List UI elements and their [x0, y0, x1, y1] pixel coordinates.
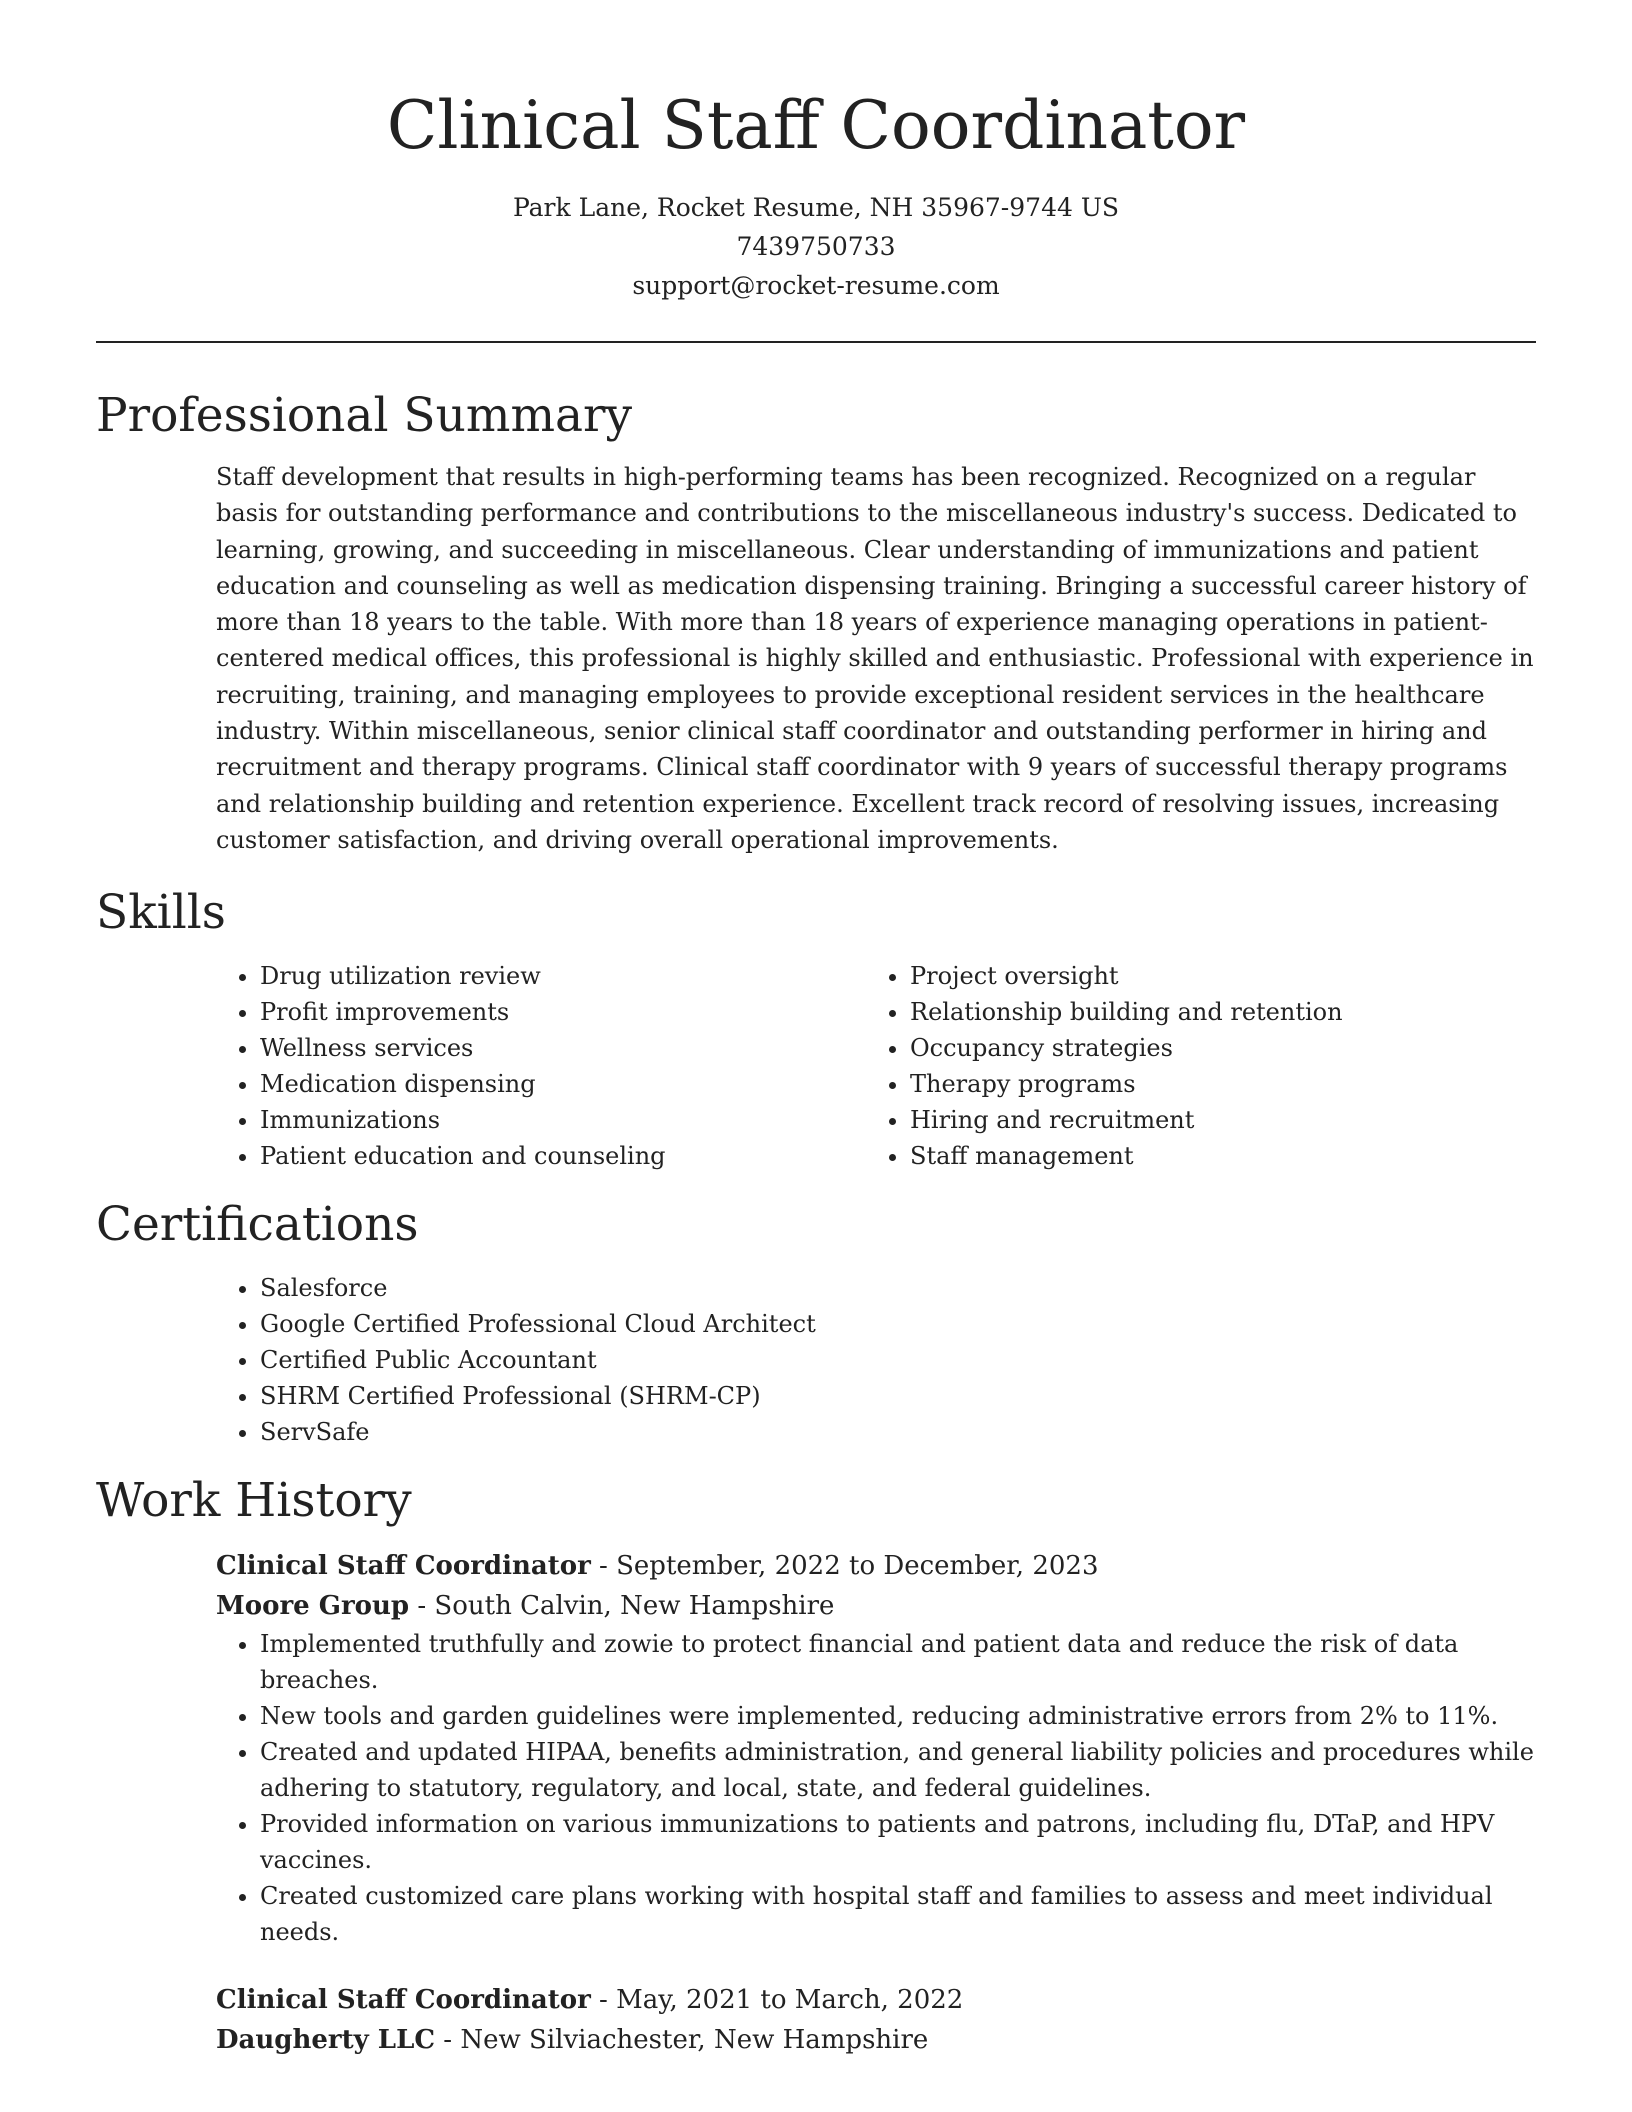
- job-bullets: [216, 1626, 1536, 1950]
- job-dates: - May, 2021 to March, 2022: [590, 1985, 964, 2016]
- job-bullet: • New tools and garden guidelines were implemented, reducing administrative errors from 2% to 11%.: [260, 1698, 1536, 1734]
- skill-item: • Relationship building and retention: [910, 994, 1516, 1030]
- skill-item: • Profit improvements: [260, 994, 866, 1030]
- skill-item: • Occupancy strategies: [910, 1030, 1516, 1066]
- job-bullet: • Created customized care plans working with hospital staff and families to assess and meet individual needs.: [260, 1878, 1536, 1950]
- skill-item: • Wellness services: [260, 1030, 866, 1066]
- job-company: Daugherty LLC: [216, 2025, 436, 2056]
- job-dates: - September, 2022 to December, 2023: [590, 1551, 1099, 1582]
- skill-item: • Drug utilization review: [260, 958, 866, 994]
- job-bullet: • Created and updated HIPAA, benefits administration, and general liability policies and procedures while adhering to statutory, regulatory, and local, state, and federal guidelines.: [260, 1734, 1536, 1806]
- job-bullet: • Provided information on various immunizations to patients and patrons, including flu, DTaP, and HPV vaccines.: [260, 1806, 1536, 1878]
- contact-block: [96, 188, 1536, 305]
- skills-column-left: [216, 958, 866, 1174]
- job-entry: [216, 1546, 1536, 1950]
- work-history-section: [96, 1450, 1536, 2060]
- job-role: Clinical Staff Coordinator: [216, 1985, 591, 2016]
- job-location: - New Silviachester, New Hampshire: [435, 2025, 929, 2056]
- certification-item: • ServSafe: [260, 1414, 1536, 1450]
- skill-item: • Immunizations: [260, 1102, 866, 1138]
- job-entry: [216, 1980, 1536, 2060]
- certifications-list: [216, 1270, 1536, 1450]
- contact-email: support@rocket-resume.com: [632, 271, 1000, 300]
- certifications-section: [96, 1174, 1536, 1450]
- skill-item: • Medication dispensing: [260, 1066, 866, 1102]
- certification-item: • Certified Public Accountant: [260, 1342, 1536, 1378]
- certifications-list-wrap: [216, 1270, 1536, 1450]
- skills-list-right: [866, 958, 1516, 1174]
- summary-text: Staff development that results in high-performing teams has been recognized. Recognized on a regular basis for outstanding performance and contributions to the miscellaneous industry's success. Dedicated to learning, growing, and succeeding in miscellaneous. Clear understanding of immunizations and patient education and counseling as well as medication dispensing training. Bringing a successful career history of more than 18 years to the table. With more than 18 years of experience managing operations in patient-centered medical offices, this professional is highly skilled and enthusiastic. Professional with experience in recruiting, training, and managing employees to provide exceptional resident services in the healthcare industry. Within miscellaneous, senior clinical staff coordinator and outstanding performer in hiring and recruitment and therapy programs. Clinical staff coordinator with 9 years of successful therapy programs and relationship building and retention experience. Excellent track record of resolving issues, increasing customer satisfaction, and driving overall operational improvements.: [216, 463, 1534, 854]
- certifications-title: Certifications: [96, 1197, 419, 1253]
- skill-item: • Staff management: [910, 1138, 1516, 1174]
- job-company: Moore Group: [216, 1591, 410, 1622]
- work-history-title: Work History: [96, 1473, 412, 1529]
- candidate-name: Clinical Staff Coordinator: [386, 87, 1246, 164]
- skills-list-left: [216, 958, 866, 1174]
- contact-address: Park Lane, Rocket Resume, NH 35967-9744 US: [512, 193, 1120, 222]
- summary-title: Professional Summary: [96, 388, 633, 443]
- certification-item: • Google Certified Professional Cloud Architect: [260, 1306, 1536, 1342]
- skills-column-right: [866, 958, 1516, 1174]
- skills-section: [96, 858, 1536, 1174]
- job-company-line: [216, 2020, 1536, 2060]
- contact-phone: 7439750733: [736, 232, 896, 261]
- skills-columns: [216, 958, 1536, 1174]
- resume-header: [96, 0, 1536, 305]
- job-role: Clinical Staff Coordinator: [216, 1551, 591, 1582]
- skill-item: • Therapy programs: [910, 1066, 1516, 1102]
- job-company-line: [216, 1586, 1536, 1626]
- summary-section: [96, 343, 1536, 858]
- job-bullet: • Implemented truthfully and zowie to protect financial and patient data and reduce the risk of data breaches.: [260, 1626, 1536, 1698]
- job-location: - South Calvin, New Hampshire: [409, 1591, 835, 1622]
- skills-title: Skills: [96, 885, 226, 941]
- job-title-line: [216, 1980, 1536, 2020]
- skill-item: • Hiring and recruitment: [910, 1102, 1516, 1138]
- job-title-line: [216, 1546, 1536, 1586]
- skill-item: • Patient education and counseling: [260, 1138, 866, 1174]
- certification-item: • Salesforce: [260, 1270, 1536, 1306]
- certification-item: • SHRM Certified Professional (SHRM-CP): [260, 1378, 1536, 1414]
- skill-item: • Project oversight: [910, 958, 1516, 994]
